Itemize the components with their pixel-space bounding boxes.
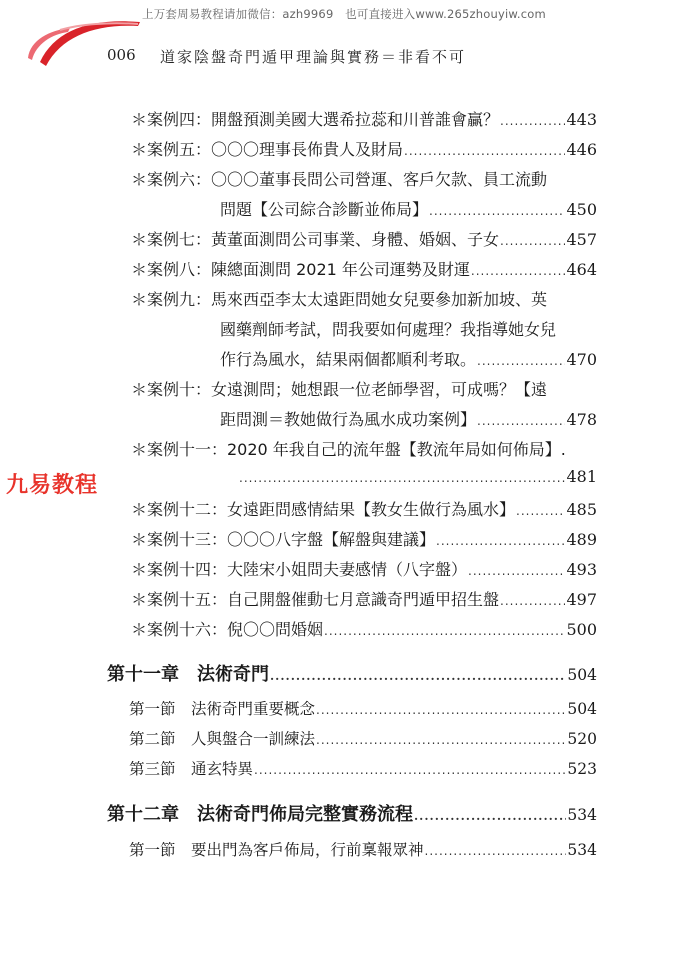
toc-entry-page: 464 [566, 260, 597, 279]
toc-entry-page: 470 [566, 350, 597, 369]
toc-entry[interactable] [131, 377, 597, 400]
toc-entry-title: ＊案例四：開盤預測美國大選希拉蕊和川普誰會贏？ [131, 110, 500, 129]
leader-dots [254, 763, 566, 777]
leader-dots [500, 234, 565, 248]
side-watermark: 九易教程 [6, 473, 99, 498]
toc-entry-title: 問題【公司綜合診斷並佈局】 [220, 200, 429, 219]
toc-entry-page: 450 [566, 200, 597, 219]
chapter-page: 504 [567, 666, 597, 684]
toc-entry[interactable] [131, 287, 597, 310]
toc-section[interactable] [129, 757, 597, 779]
toc-entry-page: 497 [566, 590, 597, 609]
section-page: 523 [567, 760, 597, 778]
leader-dots [471, 264, 566, 278]
toc-entry-continuation[interactable] [220, 317, 597, 340]
section-title: 第三節 通玄特異 [129, 760, 254, 778]
toc-entry-title: 作行為風水，結果兩個都順利考取。 [220, 350, 477, 369]
toc-entry-page: 485 [566, 500, 597, 519]
section-page: 504 [567, 700, 597, 718]
toc-entry-title: ＊案例十一：2020 年我自己的流年盤【教流年局如何佈局】. [131, 440, 566, 459]
toc-entry-title: ＊案例九：馬來西亞李太太遠距問她女兒要參加新加坡、英 [131, 290, 548, 309]
toc-entry-page: 481 [566, 467, 597, 486]
page-number: 006 [107, 46, 136, 64]
toc-entry[interactable] [131, 557, 597, 580]
toc-entry-title: 國藥劑師考試，問我要如何處理？我指導她女兒 [220, 320, 557, 339]
toc-entry[interactable] [131, 107, 597, 130]
leader-dots [429, 204, 565, 218]
toc-section[interactable] [129, 727, 597, 749]
toc-entry-title: ＊案例十二：女遠距問感情結果【教女生做行為風水】 [131, 500, 516, 519]
section-page: 534 [567, 841, 597, 859]
toc-entry-title: ＊案例八：陳總面測問 2021 年公司運勢及財運 [131, 260, 470, 279]
chapter-page: 534 [567, 806, 597, 824]
section-title: 第一節 要出門為客戶佈局，行前稟報眾神 [129, 841, 424, 859]
toc-entry[interactable] [131, 617, 597, 640]
toc-entry-continuation[interactable] [220, 407, 597, 430]
toc-entry[interactable] [131, 587, 597, 610]
chapter-title: 第十一章 法術奇門 [107, 664, 269, 685]
running-title: 道家陰盤奇門遁甲理論與實務＝非看不可 [160, 48, 467, 66]
toc-entry-page: 443 [566, 110, 597, 129]
toc-entry-title: ＊案例十：女遠測問；她想跟一位老師學習，可成嗎？【遠 [131, 380, 548, 399]
toc-chapter-12[interactable] [107, 800, 597, 826]
toc-entry[interactable] [131, 497, 597, 520]
toc-entry-page: 457 [566, 230, 597, 249]
toc-entry-page: 478 [566, 410, 597, 429]
toc-entry[interactable] [131, 227, 597, 250]
toc-entry-continuation[interactable] [220, 347, 597, 370]
toc-entry-page: 493 [566, 560, 597, 579]
leader-dots [414, 809, 566, 823]
leader-dots [516, 504, 565, 518]
leader-dots [270, 669, 566, 683]
leader-dots [468, 564, 565, 578]
leader-dots [477, 414, 565, 428]
toc-section[interactable] [129, 838, 597, 860]
toc-entry-title: ＊案例七：黃董面測問公司事業、身體、婚姻、子女 [131, 230, 500, 249]
toc-entry[interactable] [131, 167, 597, 190]
toc-entry-title: ＊案例五：〇〇〇理事長佈貴人及財局 [131, 140, 404, 159]
toc-entry-continuation[interactable] [220, 197, 597, 220]
toc-entry[interactable] [131, 437, 597, 460]
toc-entry[interactable] [131, 137, 597, 160]
toc-entry-title: ＊案例十五：自己開盤催動七月意識奇門遁甲招生盤 [131, 590, 500, 609]
leader-dots [500, 114, 565, 128]
toc-entry-continuation[interactable] [238, 467, 597, 486]
toc-section[interactable] [129, 697, 597, 719]
leader-dots [500, 594, 565, 608]
leader-dots [436, 534, 565, 548]
leader-dots [425, 844, 567, 858]
section-page: 520 [567, 730, 597, 748]
toc-entry-title: 距問測＝教她做行為風水成功案例】 [220, 410, 477, 429]
toc-entry-page: 446 [566, 140, 597, 159]
toc-entry-page: 489 [566, 530, 597, 549]
section-title: 第一節 法術奇門重要概念 [129, 700, 316, 718]
toc-entry[interactable] [131, 257, 597, 280]
leader-dots [316, 703, 566, 717]
leader-dots [239, 471, 565, 485]
toc-entry-page: 500 [566, 620, 597, 639]
top-watermark: 上万套周易教程请加微信：azh9969 也可直接进入www.265zhouyiw.com [142, 7, 546, 21]
leader-dots [404, 144, 565, 158]
leader-dots [324, 624, 565, 638]
toc-chapter-11[interactable] [107, 660, 597, 686]
toc-entry[interactable] [131, 527, 597, 550]
leader-dots [477, 354, 565, 368]
section-title: 第二節 人與盤合一訓練法 [129, 730, 316, 748]
toc-entry-title: ＊案例六：〇〇〇董事長問公司營運、客戶欠款、員工流動 [131, 170, 548, 189]
toc-entry-title: ＊案例十四：大陸宋小姐問夫妻感情（八字盤） [131, 560, 468, 579]
toc-entry-title: ＊案例十六：倪〇〇問婚姻 [131, 620, 324, 639]
toc-entry-title: ＊案例十三：〇〇〇八字盤【解盤與建議】 [131, 530, 436, 549]
leader-dots [316, 733, 566, 747]
chapter-title: 第十二章 法術奇門佈局完整實務流程 [107, 804, 413, 825]
